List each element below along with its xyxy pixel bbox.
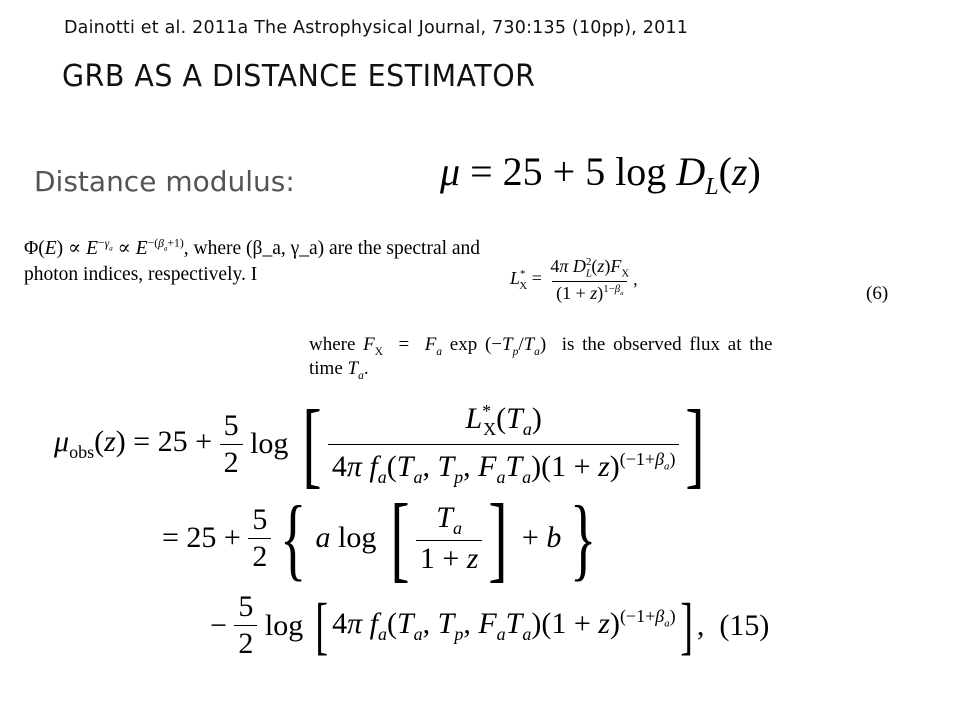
- distance-modulus-label: Distance modulus:: [34, 165, 295, 198]
- page-title: GRB AS A DISTANCE ESTIMATOR: [62, 59, 536, 94]
- luminosity-equation: $L^*_X$ = $\frac{4\pi D_L^2(z)F_X}{(1 + z)^{1-\beta_a}}$ ,: [510, 256, 638, 303]
- flux-definition-line: where $F_X = F_a$ $\exp (-T_p/T_a)$ is the observed flux at the: [309, 334, 773, 358]
- muobs-equation-line-1: $\mu_{obs}(z) = 25$ + $\frac{5}{2}$ log [ $\frac{L^*_X(T_a)}{4\pi f_a(T_a, T_p, F_aT_a)(1 + z)^{(-1+\beta_a)}}$ ]: [54, 390, 706, 497]
- spectrum-text-line: $\Phi(E) \propto E^{-\gamma_a} \propto E^{-(\beta_a+1)}$, where (β_a, γ_a) are the spectral and: [24, 236, 481, 259]
- citation: Dainotti et al. 2011a The Astrophysical Journal, 730:135 (10pp), 2011: [64, 18, 689, 38]
- equation-number-15: (15): [719, 608, 770, 642]
- flux-definition-line-2: time $T_a$.: [309, 358, 369, 382]
- flux-definition-rest: is the observed flux at the: [561, 334, 773, 355]
- distance-modulus-equation: μ = 25 + 5 $\log D_L(z)$: [440, 149, 761, 200]
- time-word: time: [309, 358, 343, 379]
- spectrum-text-rest: , where (β_a, γ_a) are the spectral and: [183, 238, 481, 259]
- muobs-equation-line-3: − $\frac{5}{2}$ log [ 4π $f_a(T_a$, $T_p$, $F_aT_a)(1 + z)^{(-1+\beta_a)}$ ] , (15): [210, 589, 770, 661]
- equation-number-6: (6): [866, 283, 889, 304]
- muobs-equation-line-2: = 25 + $\frac{5}{2}$ { a log [ $\frac{T_a}{1 + z}$ ] + b }: [162, 484, 597, 591]
- photon-indices-text-line: photon indices, respectively. I: [24, 264, 258, 285]
